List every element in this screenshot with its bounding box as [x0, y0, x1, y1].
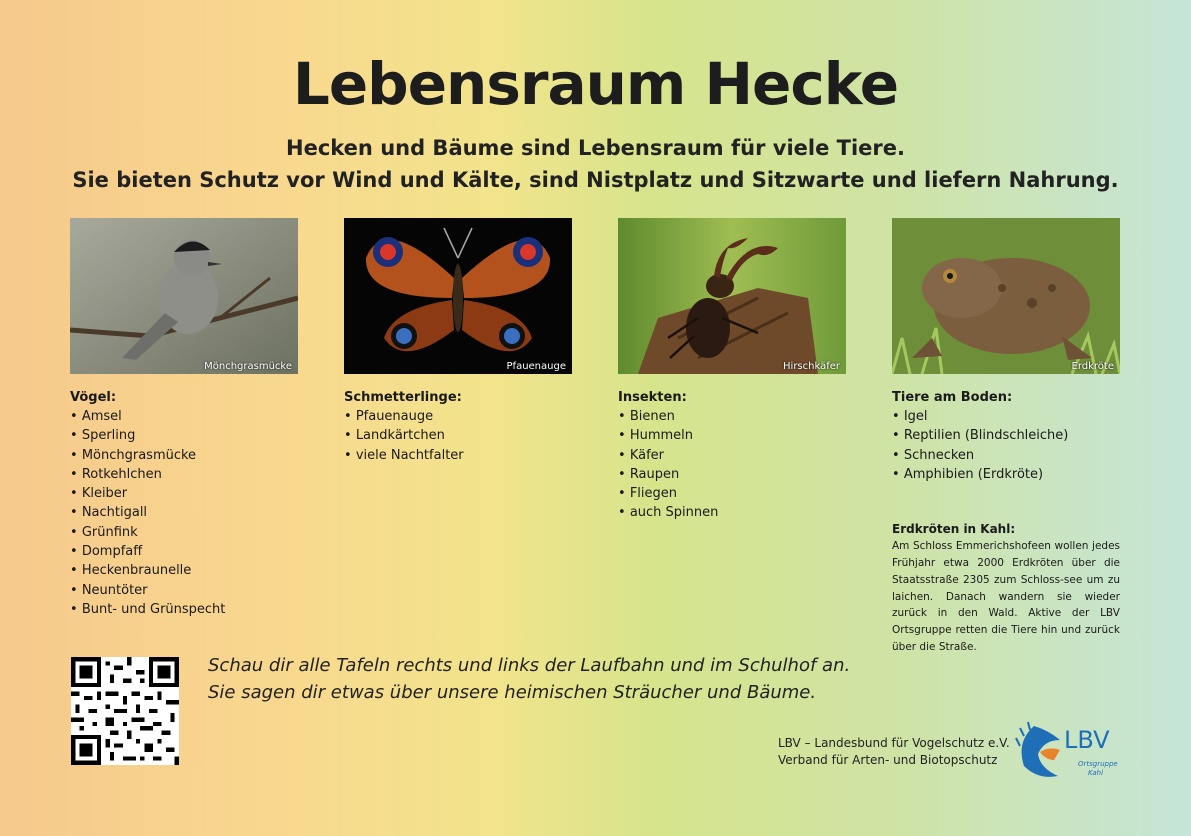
- list-item: • auch Spinnen: [618, 503, 846, 522]
- list-item: • Hummeln: [618, 426, 846, 445]
- logo-text: LBV: [1064, 726, 1110, 754]
- list-item: • Heckenbraunelle: [70, 561, 298, 580]
- info-text: Am Schloss Emmerichshofeen wollen jedes Frühjahr etwa 2000 Erdkröten über die Staatsstraße 2305 zum Schloss-see um zu laichen. Danach wandern sie wieder zurück in den Wald. Aktive der LBV Ortsgruppe retten die Tiere hin und zurück über die Straße.: [892, 540, 1120, 653]
- list-item: • Mönchgrasmücke: [70, 446, 298, 465]
- bird-list: [70, 407, 298, 619]
- list-item: • Bienen: [618, 407, 846, 426]
- list-item: • Sperling: [70, 426, 298, 445]
- list-item: • Igel: [892, 407, 1120, 426]
- list-item: • Neuntöter: [70, 581, 298, 600]
- category-heading: Tiere am Boden:: [892, 390, 1013, 405]
- hint-line-1: Schau dir alle Tafeln rechts und links der Laufbahn und im Schulhof an.: [208, 655, 851, 676]
- list-item: • Reptilien (Blindschleiche): [892, 426, 1120, 445]
- list-item: • Pfauenauge: [344, 407, 572, 426]
- column-voegel: [70, 218, 298, 619]
- list-item: • Grünfink: [70, 523, 298, 542]
- subtitle-line-1: Hecken und Bäume sind Lebensraum für viele Tiere.: [286, 136, 905, 160]
- insect-list: [618, 407, 846, 523]
- list-item: • Rotkehlchen: [70, 465, 298, 484]
- list-item: • Bunt- und Grünspecht: [70, 600, 298, 619]
- photo-moenchgrasmuecke: [70, 218, 298, 374]
- organization-name: LBV – Landesbund für Vogelschutz e.V.: [778, 736, 1010, 750]
- list-item: • viele Nachtfalter: [344, 446, 572, 465]
- photo-caption: Hirschkäfer: [783, 361, 840, 372]
- list-item: • Raupen: [618, 465, 846, 484]
- list-item: • Kleiber: [70, 484, 298, 503]
- butterfly-list: [344, 407, 572, 465]
- list-item: • Fliegen: [618, 484, 846, 503]
- list-item: • Landkärtchen: [344, 426, 572, 445]
- logo-sub-1: Ortsgruppe: [1078, 760, 1118, 768]
- list-item: • Schnecken: [892, 446, 1120, 465]
- photo-caption: Erdkröte: [1071, 361, 1114, 372]
- category-heading: Insekten:: [618, 390, 687, 405]
- category-heading: Schmetterlinge:: [344, 390, 462, 405]
- list-item: • Amphibien (Erdkröte): [892, 465, 1120, 484]
- page-title: Lebensraum Hecke: [292, 50, 899, 118]
- logo-sub-2: Kahl: [1088, 769, 1104, 777]
- list-item: • Dompfaff: [70, 542, 298, 561]
- list-item: • Amsel: [70, 407, 298, 426]
- column-tiere-am-boden: [892, 218, 1120, 656]
- list-item: • Nachtigall: [70, 503, 298, 522]
- category-heading: Vögel:: [70, 390, 117, 405]
- subtitle-line-2: Sie bieten Schutz vor Wind und Kälte, sind Nistplatz und Sitzwarte und liefern Nahrung.: [72, 168, 1119, 192]
- lbv-logo: [1014, 716, 1122, 784]
- organization-subtitle: Verband für Arten- und Biotopschutz: [778, 753, 998, 767]
- photo-hirschkaefer: [618, 218, 846, 374]
- list-item: • Käfer: [618, 446, 846, 465]
- photo-caption: Pfauenauge: [506, 361, 566, 372]
- ground-animal-list: [892, 407, 1120, 484]
- qr-code[interactable]: [71, 657, 179, 765]
- column-schmetterlinge: [344, 218, 572, 465]
- photo-erdkroete: [892, 218, 1120, 374]
- info-heading: Erdkröten in Kahl:: [892, 522, 1016, 537]
- photo-caption: Mönchgrasmücke: [204, 361, 292, 372]
- hint-line-2: Sie sagen dir etwas über unsere heimischen Sträucher und Bäume.: [208, 682, 817, 703]
- photo-pfauenauge: [344, 218, 572, 374]
- column-insekten: [618, 218, 846, 523]
